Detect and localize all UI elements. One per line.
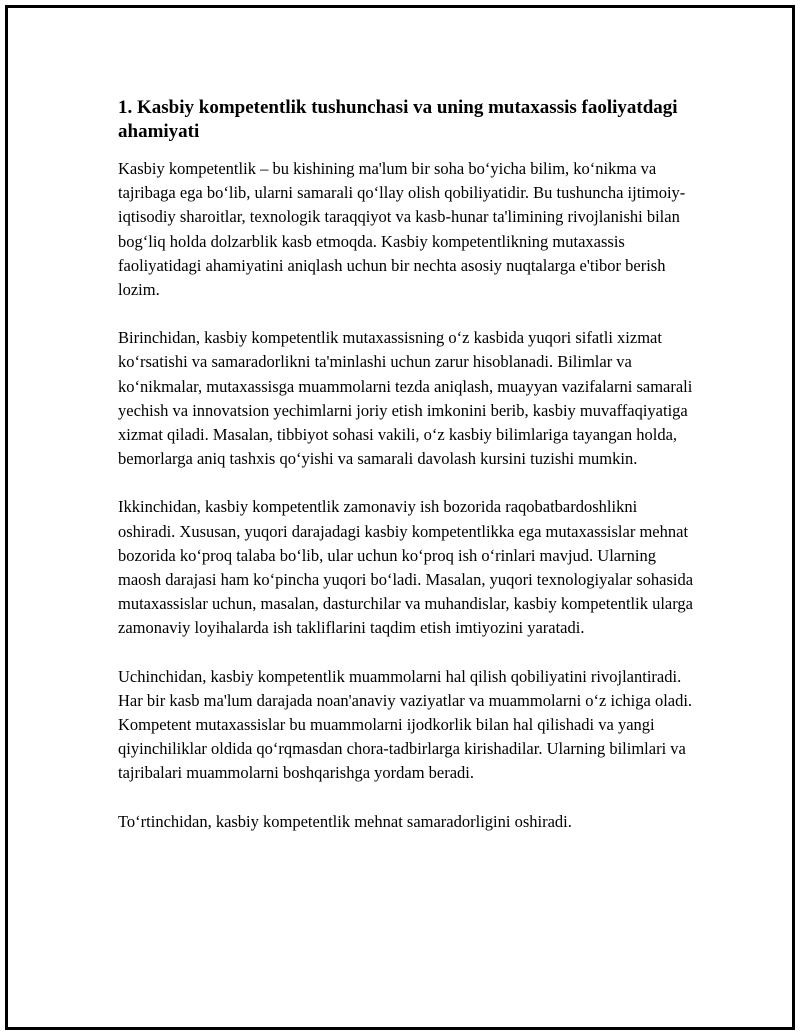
section-heading: 1. Kasbiy kompetentlik tushunchasi va uning mutaxassis faoliyatdagi ahamiyati bbox=[118, 97, 678, 142]
paragraph-third-point: Uchinchidan, kasbiy kompetentlik muammolarni hal qilish qobiliyatini rivojlantiradi. Har bir kasb ma'lum darajada noan'anaviy vaziyatlar va muammolarni o‘z ichiga oladi. Kompetent mutaxassislar bu muammolarni ijodkorlik bilan hal qilishadi va yangi qiyinchiliklar oldida qo‘rqmasdan chora-tadbirlarga kirishadilar. Ularning bilimlari va tajribalari muammolarni boshqarishga yordam beradi. bbox=[118, 666, 693, 783]
paragraph-intro: Kasbiy kompetentlik – bu kishining ma'lum bir soha bo‘yicha bilim, ko‘nikma va tajribaga ega bo‘lib, ularni samarali qo‘llay olish qobiliyatidir. Bu tushuncha ijtimoiy-iqtisodiy sharoitlar, texnologik taraqqiyot va kasb-hunar ta'limining rivojlanishi bilan bog‘liq holda dolzarblik kasb etmoqda. Kasbiy kompetentlikning mutaxassis faoliyatidagi ahamiyatini aniqlash uchun bir nechta asosiy nuqtalarga e'tibor berish lozim. bbox=[118, 159, 686, 300]
paragraph-fourth-point: To‘rtinchidan, kasbiy kompetentlik mehnat samaradorligini oshiradi. bbox=[118, 811, 572, 831]
paragraph-second-point: Ikkinchidan, kasbiy kompetentlik zamonaviy ish bozorida raqobatbardoshlikni oshiradi. Xususan, yuqori darajadagi kasbiy kompetentlikka ega mutaxassislar mehnat bozorida ko‘proq talaba bo‘lib, ular uchun ko‘proq ish o‘rinlari mavjud. Ularning maosh darajasi ham ko‘pincha yuqori bo‘ladi. Masalan, yuqori texnologiyalar sohasida mutaxassislar uchun, masalan, dasturchilar va muhandislar, kasbiy kompetentlik ularga zamonaviy loyihalarda ish takliflarini taqdim etish imtiyozini yaratadi. bbox=[118, 497, 694, 638]
paragraph-first-point: Birinchidan, kasbiy kompetentlik mutaxassisning o‘z kasbida yuqori sifatli xizmat ko‘rsatishi va samaradorlikni ta'minlashi uchun zarur hisoblanadi. Bilimlar va ko‘nikmalar, mutaxassisga muammolarni tezda aniqlash, muayyan vazifalarni samarali yechish va innovatsion yechimlarni joriy etish imkonini berib, kasbiy muvaffaqiyatiga xizmat qiladi. Masalan, tibbiyot sohasi vakili, o‘z kasbiy bilimlariga tayangan holda, bemorlarga aniq tashxis qo‘yishi va samarali davolash kursini tuzishi mumkin. bbox=[118, 328, 693, 469]
document-body bbox=[118, 96, 698, 858]
